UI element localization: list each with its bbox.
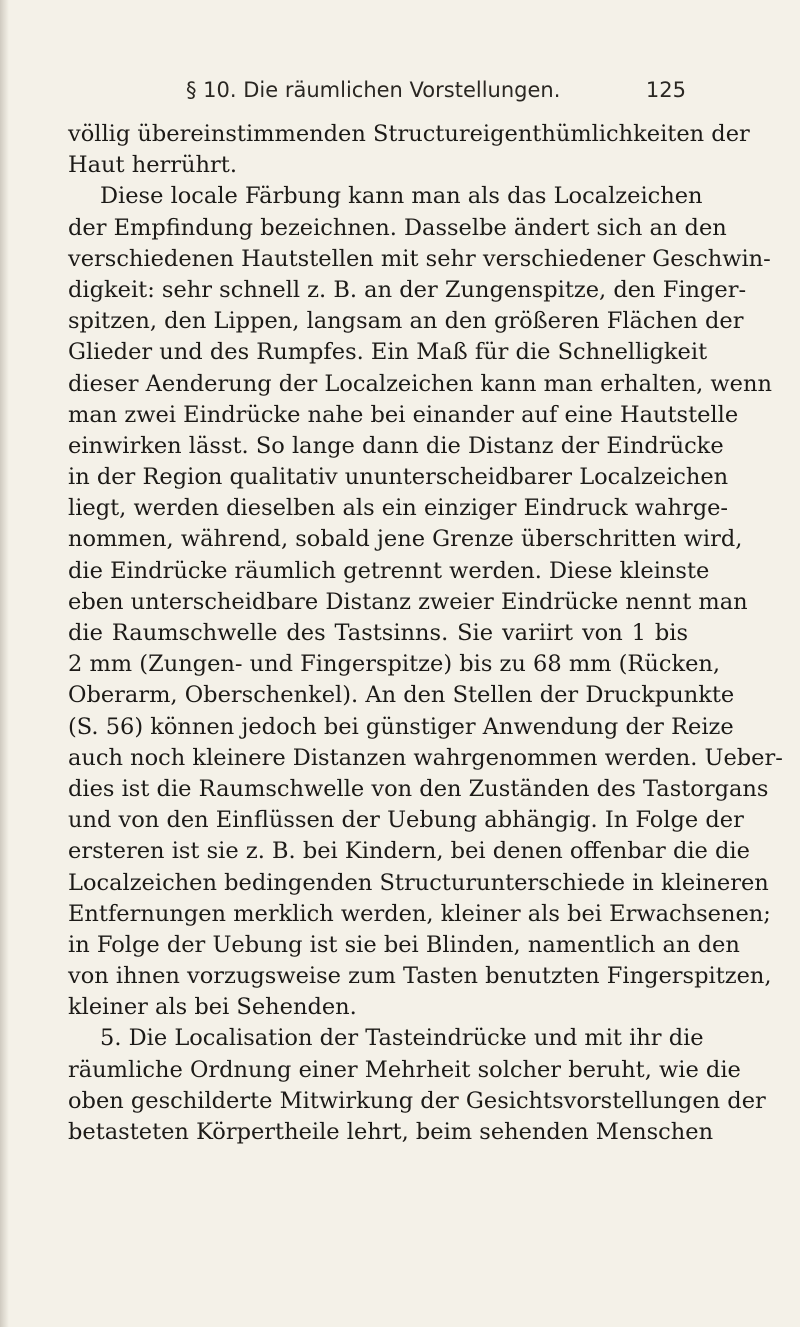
text-line: Glieder und des Rumpfes. Ein Maß für die Schnelligkeit [68,339,708,366]
text-line: digkeit: sehr schnell z. B. an der Zungenspitze, den Finger- [68,276,747,303]
text-line: die Eindrücke räumlich getrennt werden. Diese kleinste [68,557,710,584]
text-line: Haut herrührt. [68,152,237,179]
text-line: kleiner als bei Sehenden. [68,994,357,1021]
section-title: § 10. Die räumlichen Vorstellungen. [186,78,561,102]
text-line: betasteten Körpertheile lehrt, beim sehenden Menschen [68,1119,714,1145]
text-line: 2 mm (Zungen- und Fingerspitze) bis zu 68 mm (Rücken, [68,651,721,678]
text-line: eben unterscheidbare Distanz zweier Eindrücke nennt man [68,588,748,615]
text-line: (S. 56) können jedoch bei günstiger Anwendung der Reize [68,713,734,740]
running-header [186,78,686,108]
text-line: auch noch kleinere Distanzen wahrgenommen werden. Ueber- [68,744,783,771]
text-line: einwirken lässt. So lange dann die Distanz der Eindrücke [68,432,724,459]
text-line: 5. Die Localisation der Tasteindrücke und mit ihr die [100,1025,704,1052]
text-line: räumliche Ordnung einer Mehrheit solcher beruht, wie die [68,1056,741,1083]
text-line: Entfernungen merklich werden, kleiner als bei Erwachsenen; [68,900,771,927]
text-line: oben geschilderte Mitwirkung der Gesichtsvorstellungen der [68,1087,766,1114]
text-line: nommen, während, sobald jene Grenze überschritten wird, [68,526,743,553]
text-line: verschiedenen Hautstellen mit sehr verschiedener Geschwin- [68,245,771,272]
text-line: Diese locale Färbung kann man als das Localzeichen [100,183,703,210]
text-line: Localzeichen bedingenden Structurunterschiede in kleineren [68,869,769,896]
text-line: in der Region qualitativ ununterscheidbarer Localzeichen [68,464,729,491]
text-line: spitzen, den Lippen, langsam an den größeren Flächen der [68,308,744,335]
text-line: man zwei Eindrücke nahe bei einander auf eine Hautstelle [68,401,739,428]
text-line: und von den Einflüssen der Uebung abhängig. In Folge der [68,807,744,834]
text-line: dieser Aenderung der Localzeichen kann man erhalten, wenn [68,370,772,397]
text-line: der Empfindung bezeichnen. Dasselbe ändert sich an den [68,214,727,241]
page-number: 125 [645,78,686,102]
page-binding-edge [0,0,9,1327]
text-line: in Folge der Uebung ist sie bei Blinden, namentlich an den [68,931,740,958]
text-line: von ihnen vorzugsweise zum Tasten benutzten Fingerspitzen, [68,963,772,990]
text-line: ersteren ist sie z. B. bei Kindern, bei denen offenbar die die [68,838,750,865]
text-line: die Raumschwelle des Tastsinns. Sie variirt von 1 bis [68,620,688,646]
text-line: dies ist die Raumschwelle von den Zuständen des Tastorgans [68,775,769,802]
text-line: völlig übereinstimmenden Structureigenthümlichkeiten der [68,121,750,147]
text-line: Oberarm, Oberschenkel). An den Stellen der Druckpunkte [68,682,735,709]
body-text [68,119,783,1148]
text-line: liegt, werden dieselben als ein einziger Eindruck wahrge- [68,495,729,522]
